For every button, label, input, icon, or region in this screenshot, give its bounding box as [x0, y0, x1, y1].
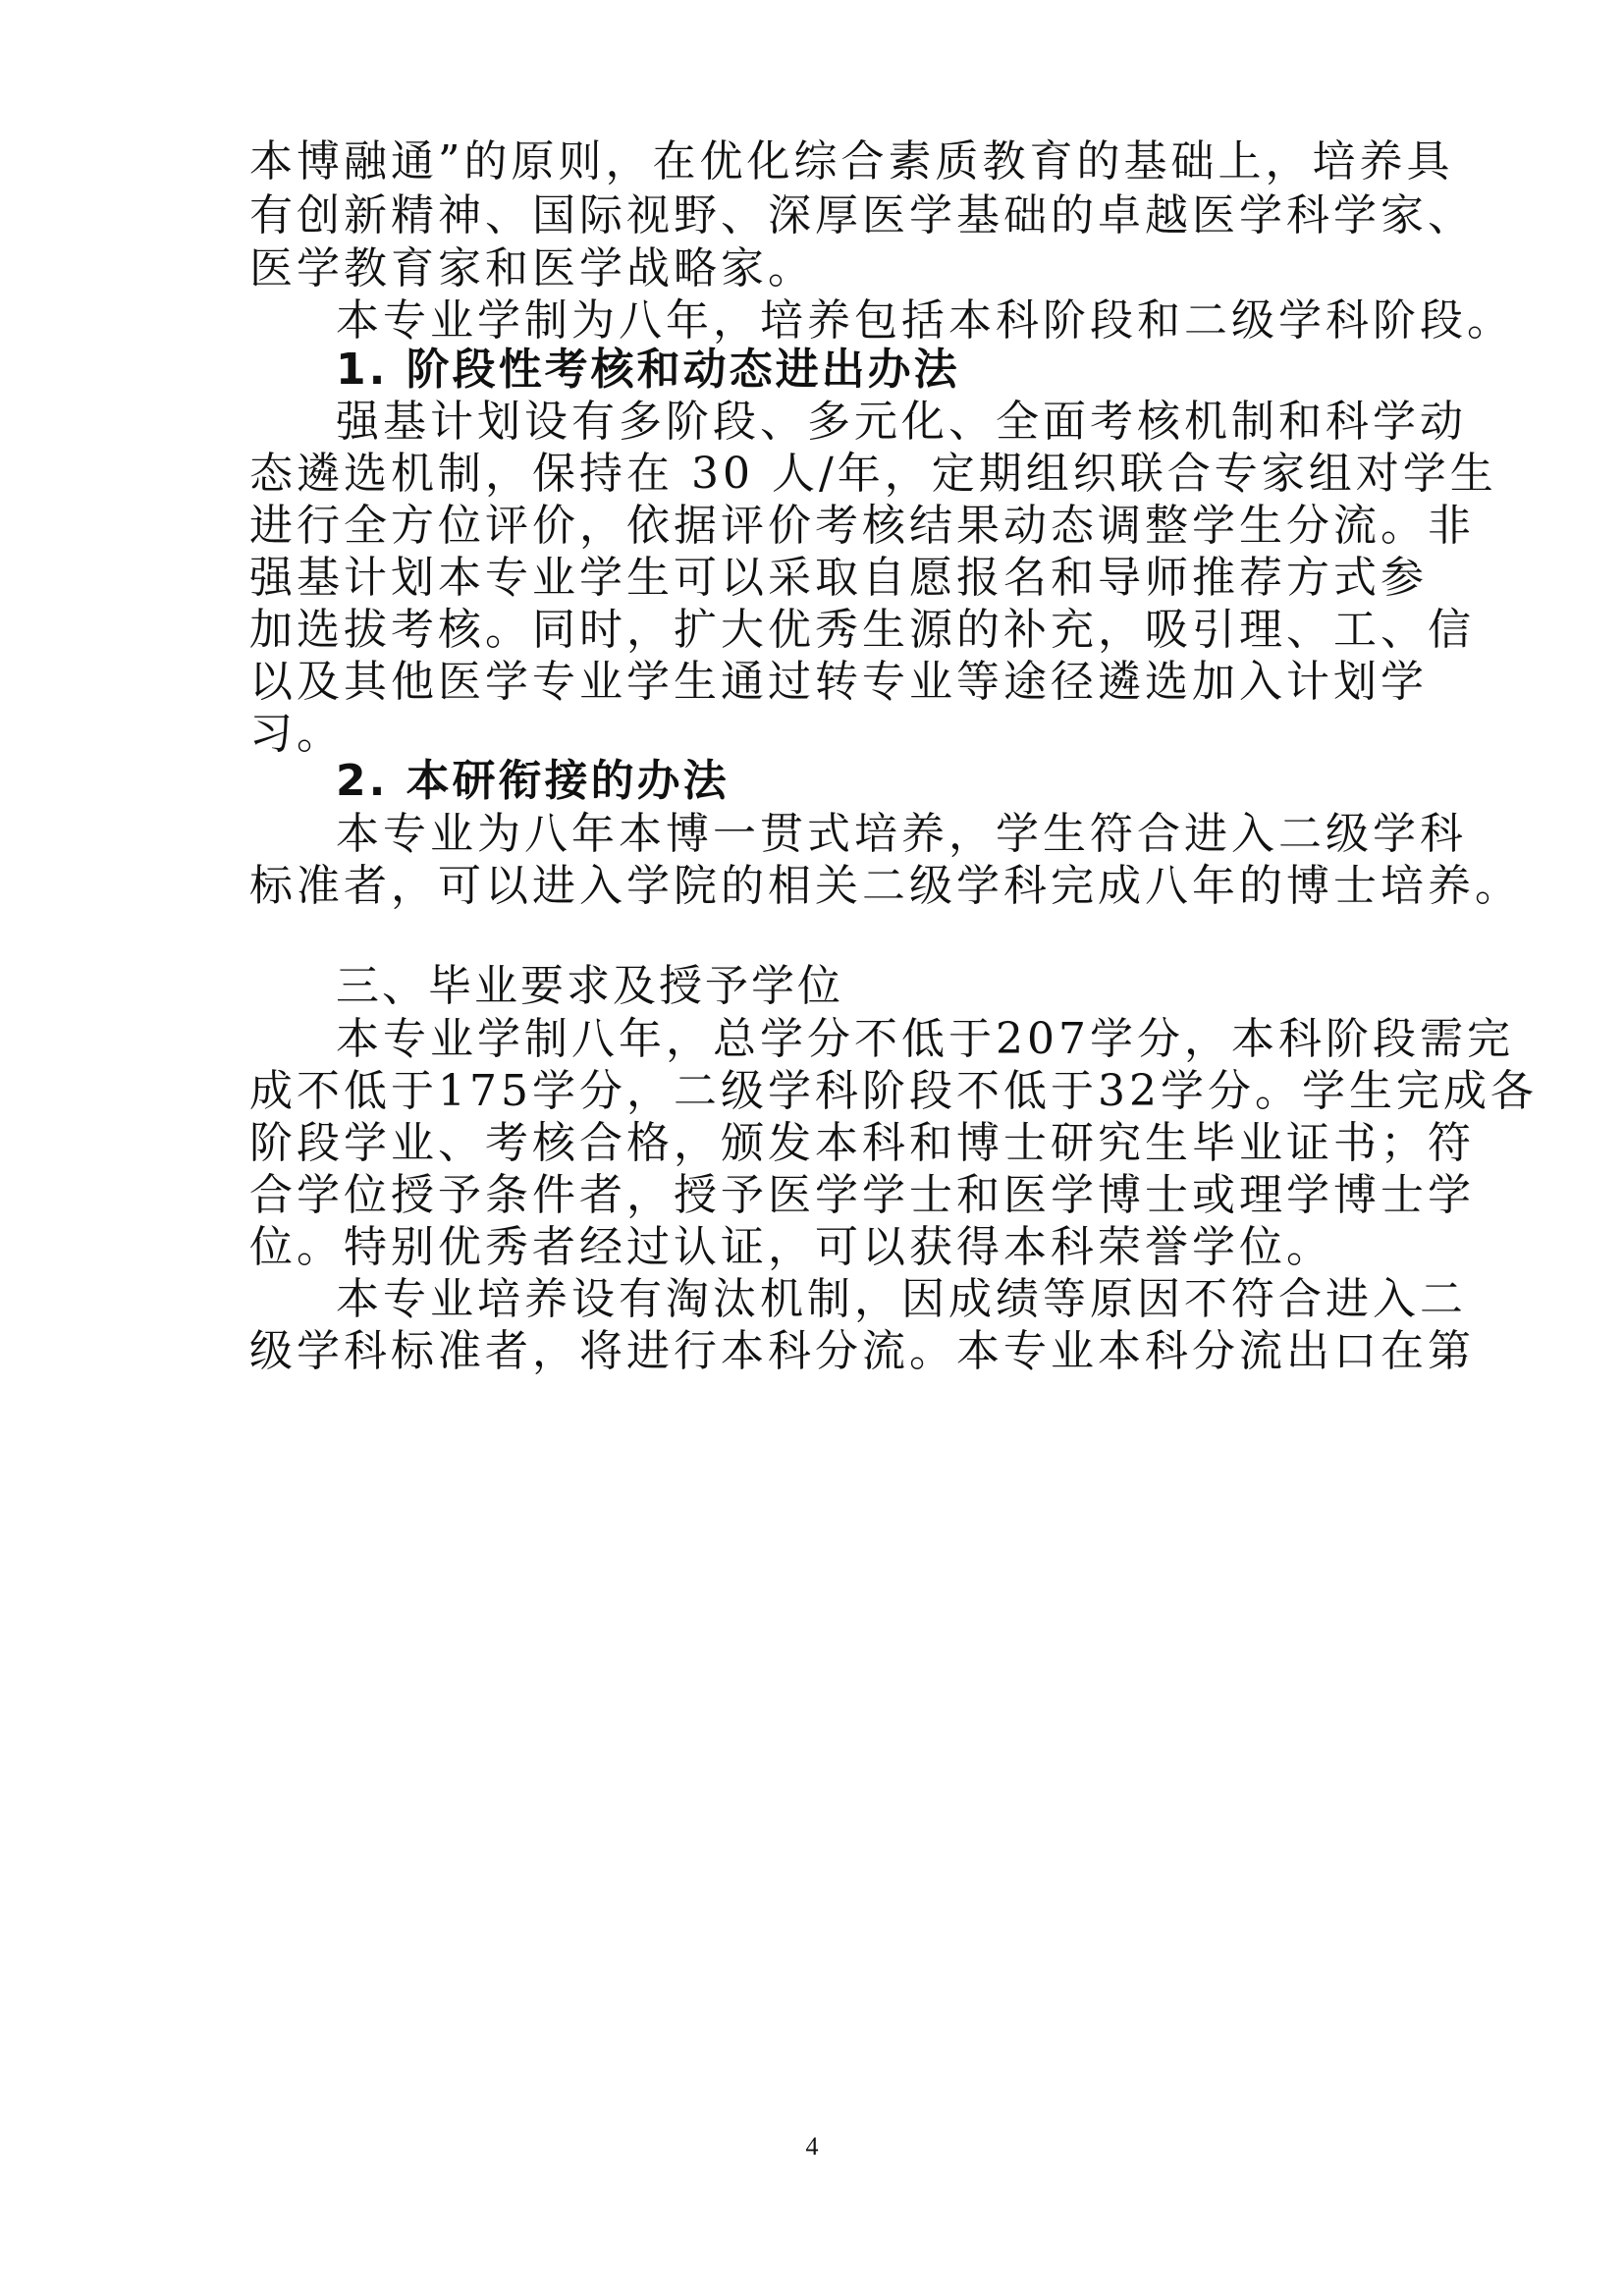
text-line: 习。: [249, 709, 344, 759]
text-line: 位。特别优秀者经过认证，可以获得本科荣誉学位。: [249, 1222, 1333, 1272]
text-line: 强基计划设有多阶段、多元化、全面考核机制和科学动: [336, 397, 1467, 447]
text-line: 本专业为八年本博一贯式培养，学生符合进入二级学科: [336, 809, 1467, 859]
text-line: 阶段学业、考核合格，颁发本科和博士研究生毕业证书；符: [249, 1118, 1475, 1168]
text-line: 医学教育家和医学战略家。: [249, 243, 815, 294]
text-line: 合学位授予条件者，授予医学学士和医学博士或理学博士学: [249, 1170, 1475, 1220]
text-line: 以及其他医学专业学生通过转专业等途径遴选加入计划学: [249, 657, 1428, 707]
page-number: 4: [805, 2132, 819, 2161]
text-line: 强基计划本专业学生可以采取自愿报名和导师推荐方式参: [249, 553, 1428, 603]
text-line: 成不低于175学分，二级学科阶段不低于32学分。学生完成各: [249, 1066, 1538, 1116]
text-line: 进行全方位评价，依据评价考核结果动态调整学生分流。非: [249, 501, 1475, 551]
text-line: 态遴选机制，保持在 30 人/年，定期组织联合专家组对学生: [249, 449, 1497, 499]
subsection-heading: 2. 本研衔接的办法: [336, 756, 730, 806]
text-line: 本专业学制为八年，培养包括本科阶段和二级学科阶段。: [336, 295, 1514, 346]
text-line: 本博融通”的原则，在优化综合素质教育的基础上，培养具: [249, 136, 1454, 187]
subsection-heading: 1. 阶段性考核和动态进出办法: [336, 345, 960, 395]
text-line: 级学科标准者，将进行本科分流。本专业本科分流出口在第: [249, 1326, 1475, 1376]
text-line: 标准者，可以进入学院的相关二级学科完成八年的博士培养。: [249, 861, 1522, 911]
text-line: 加选拔考核。同时，扩大优秀生源的补充，吸引理、工、信: [249, 605, 1475, 655]
text-line: 本专业学制八年，总学分不低于207学分，本科阶段需完: [336, 1014, 1514, 1064]
text-line: 有创新精神、国际视野、深厚医学基础的卓越医学科学家、: [249, 190, 1475, 240]
text-line: 本专业培养设有淘汰机制，因成绩等原因不符合进入二: [336, 1274, 1467, 1324]
section-heading: 三、毕业要求及授予学位: [336, 961, 843, 1011]
